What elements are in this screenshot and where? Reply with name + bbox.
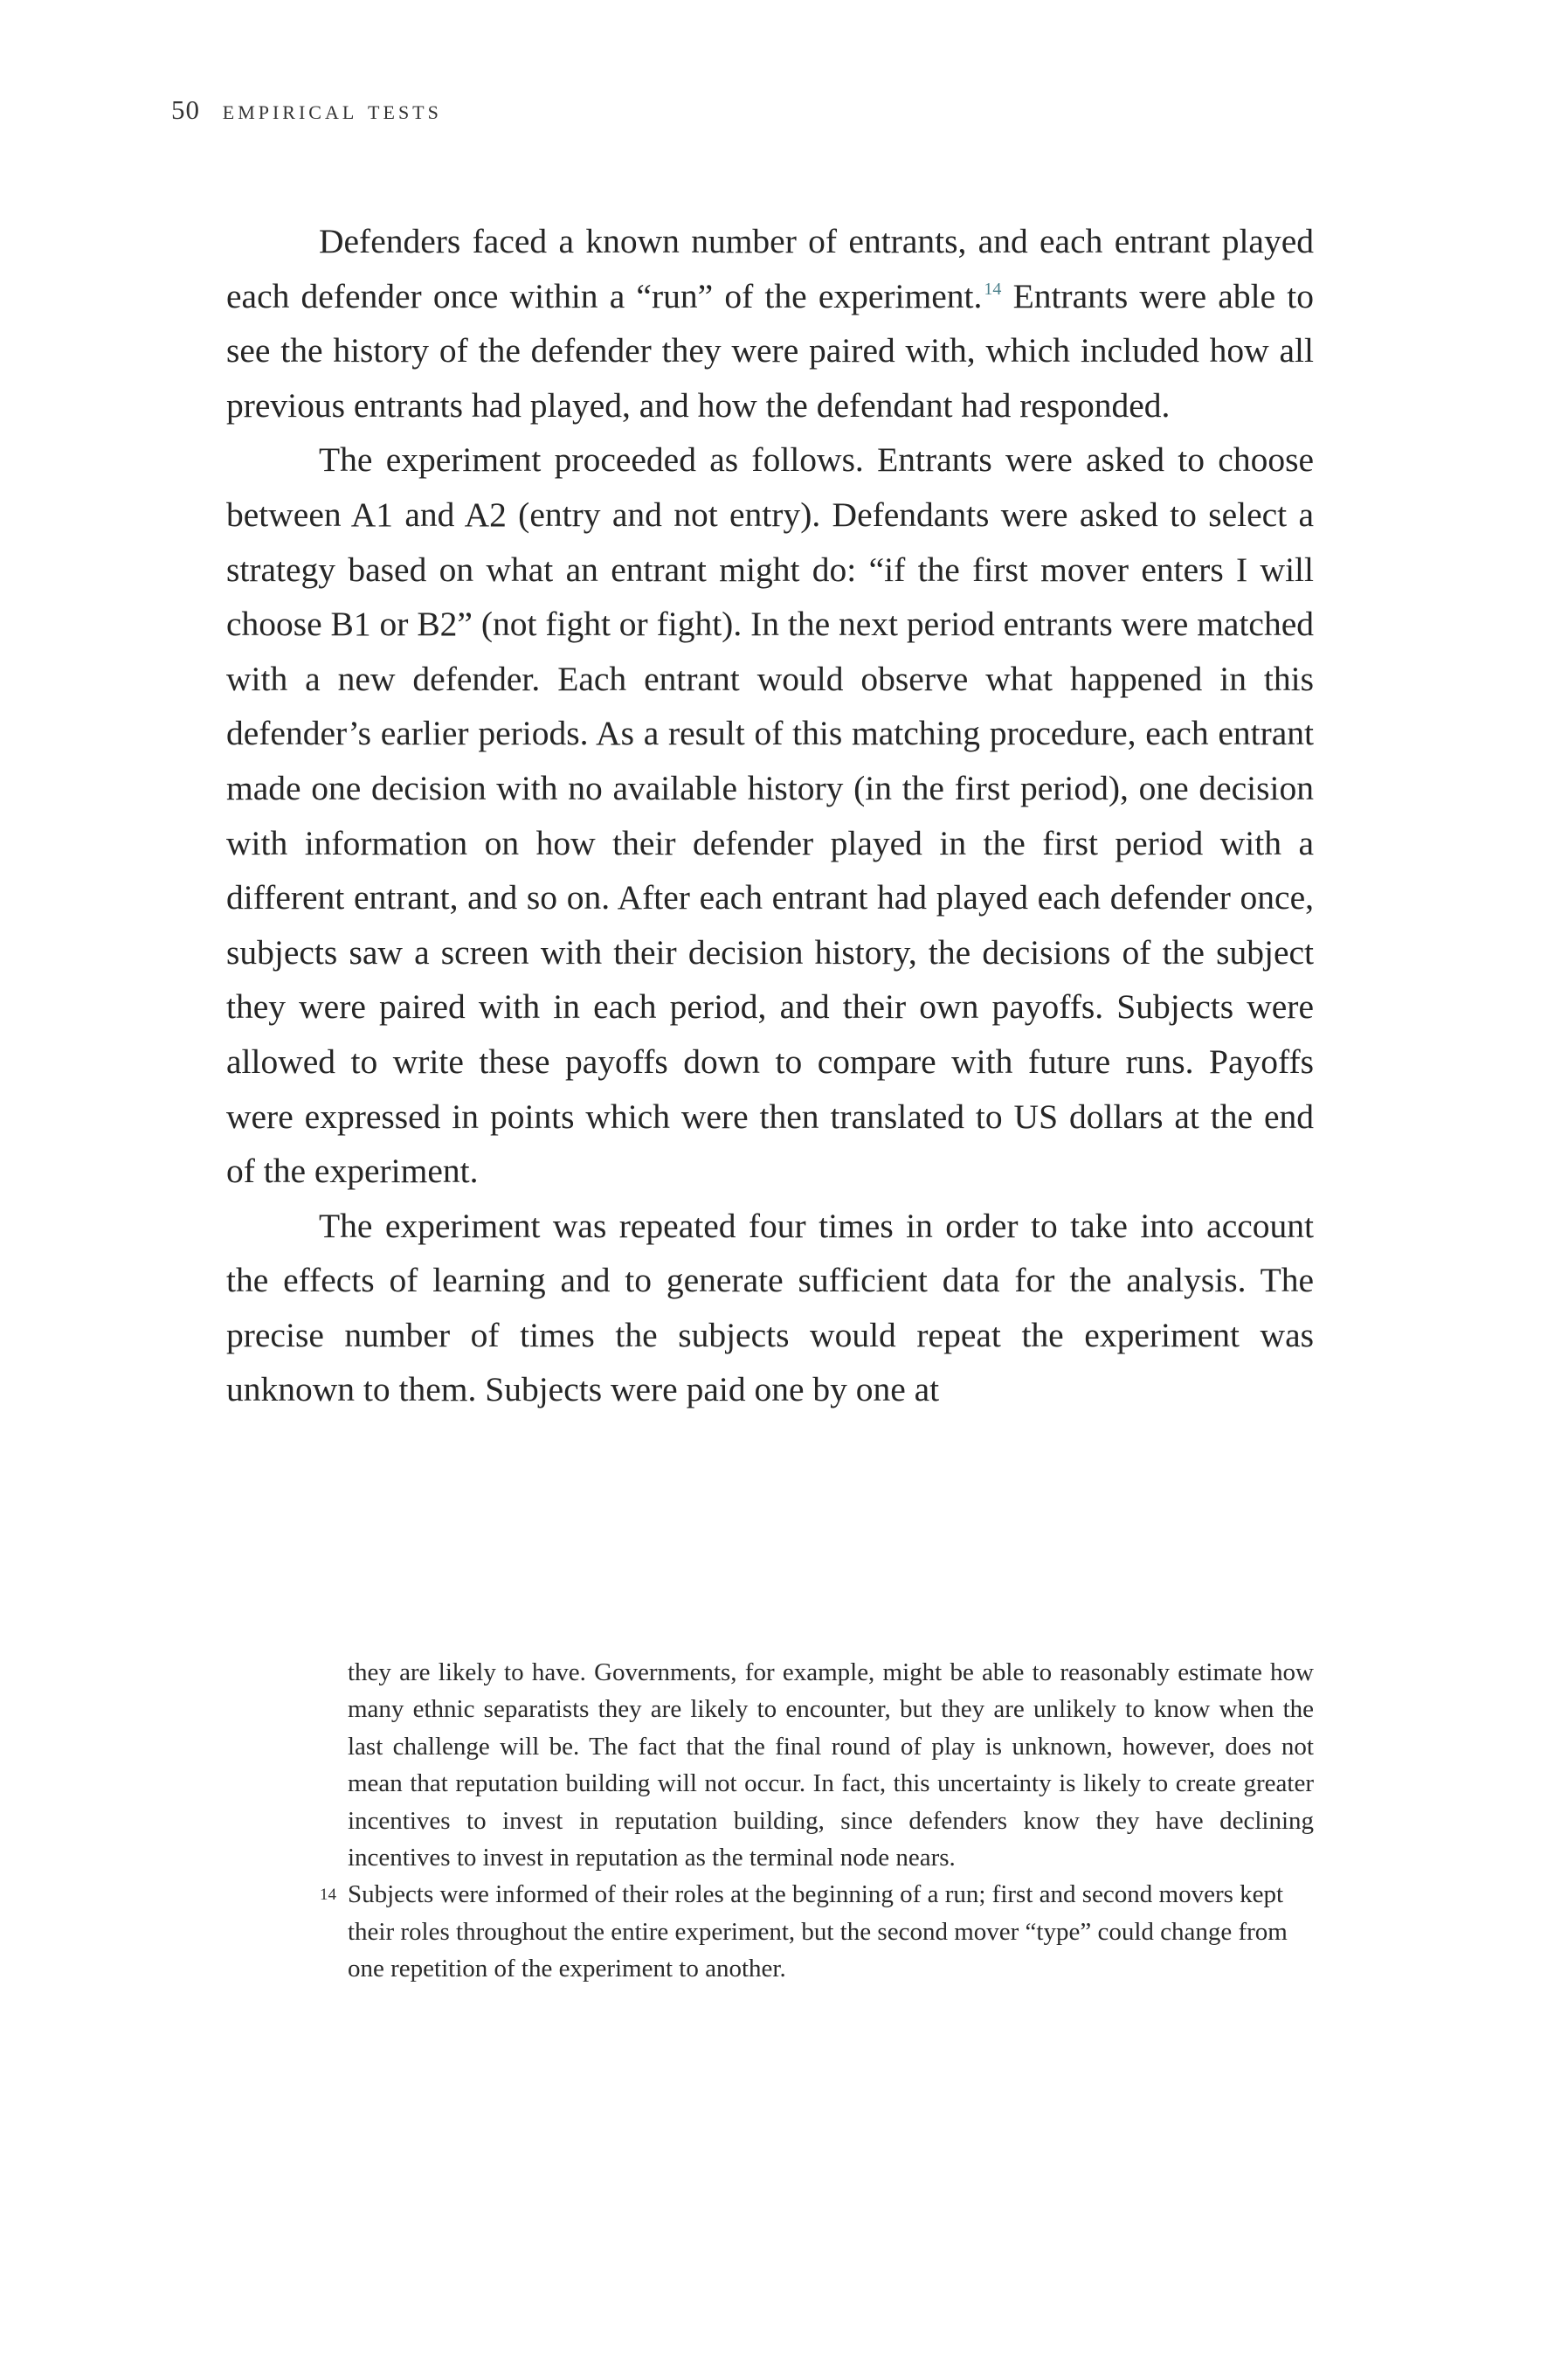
body-text (226, 214, 1314, 1417)
body-paragraph (226, 214, 1314, 433)
paragraph-text-continued: Entrants were able to see the history of the defender they were paired with, which included how all previous entrants had played, and how the defendant had responded. (226, 276, 1315, 425)
running-head-title: empirical tests (222, 94, 442, 125)
paragraph-text: Defenders faced a known number of entrants, and each entrant played each defender once within a “run” of the experiment. (226, 222, 1314, 315)
footnotes (320, 1654, 1314, 1988)
footnote-number: 14 (320, 1886, 336, 1905)
footnote-continued: they are likely to have. Governments, for example, might be able to reasonably estimate how many ethnic separatists they are likely to encounter, but they are unlikely to know when the last challenge will be. The fact that the final round of play is unknown, however, does not mean that reputation building will not occur. In fact, this uncertainty is likely to create greater incentives to invest in reputation building, since defenders know they have declining incentives to invest in reputation as the terminal node nears. (348, 1658, 1314, 1872)
running-head (171, 94, 442, 126)
footnote-text: Subjects were informed of their roles at the beginning of a run; first and second movers kept their roles throughout the entire experiment, but the second mover “type” could change from one repetition of the experiment to another. (348, 1880, 1288, 1983)
page-number: 50 (171, 94, 200, 125)
body-paragraph: The experiment proceeded as follows. Entrants were asked to choose between A1 and A2 (entry and not entry). Defendants were asked to select a strategy based on what an entrant might do: “if the first mover enters I will choose B1 or B2” (not fight or fight). In the next period entrants were matched with a new defender. Each entrant would observe what happened in this defender’s earlier periods. As a result of this matching procedure, each entrant made one decision with no available history (in the first period), one decision with information on how their defender played in the first period with a different entrant, and so on. After each entrant had played each defender once, subjects saw a screen with their decision history, the decisions of the subject they were paired with in each period, and their own payoffs. Subjects were allowed to write these payoffs down to compare with future runs. Payoffs were expressed in points which were then translated to US dollars at the end of the experiment. (226, 440, 1314, 1191)
footnote-14 (320, 1876, 1314, 1987)
footnote-reference[interactable]: 14 (984, 280, 1002, 300)
body-paragraph: The experiment was repeated four times in order to take into account the effects of learning and to generate sufficient data for the analysis. The precise number of times the subjects would repeat the experiment was unknown to them. Subjects were paid one by one at (226, 1206, 1314, 1409)
